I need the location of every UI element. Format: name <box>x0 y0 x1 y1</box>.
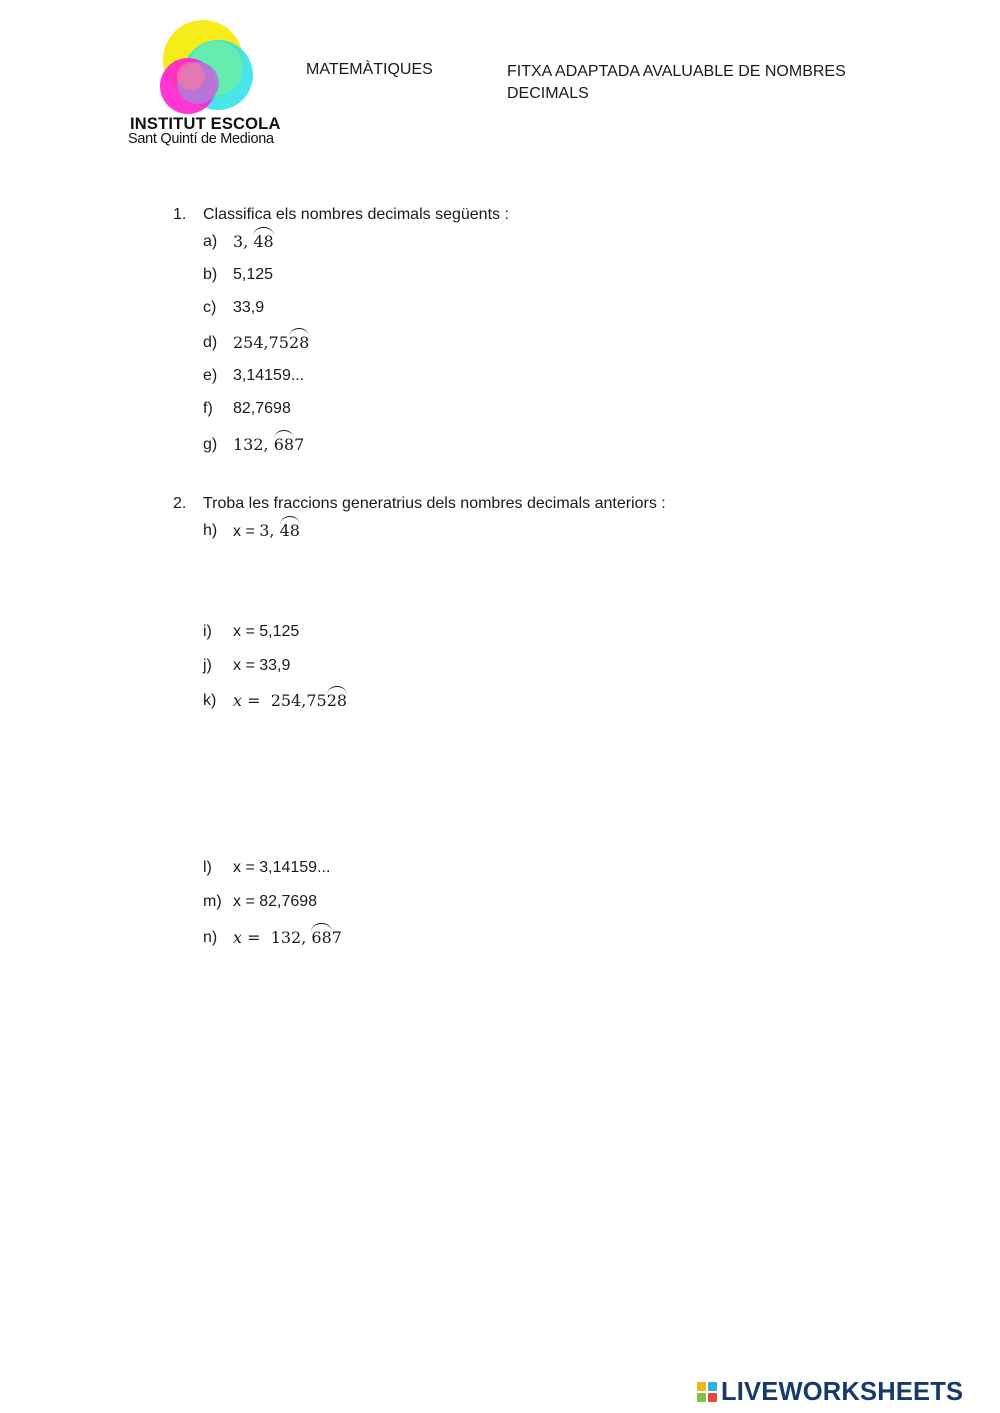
item-value-j: x = 33,9 <box>233 657 291 674</box>
item-value-b: 5,125 <box>233 266 274 283</box>
item-label-h: h) <box>203 522 218 539</box>
liveworksheets-icon <box>697 1382 717 1402</box>
brand-name: LIVEWORKSHEETS <box>721 1377 964 1406</box>
item-label-l: l) <box>203 859 212 876</box>
item-label-f: f) <box>203 400 213 417</box>
item-label-b: b) <box>203 266 218 283</box>
question-number: 1. <box>173 206 187 223</box>
item-value-i: x = 5,125 <box>233 623 300 640</box>
logo-line2: Sant Quintí de Mediona <box>128 131 274 147</box>
item-value-m: x = 82,7698 <box>233 893 318 910</box>
item-label-e: e) <box>203 367 218 384</box>
item-label-a: a) <box>203 233 218 250</box>
item-value-g: 132, 687 <box>233 435 305 454</box>
question-text: Classifica els nombres decimals següents : <box>203 206 509 223</box>
item-value-e: 3,14159... <box>233 367 305 384</box>
item-value-d: 254,7528 <box>233 333 310 352</box>
item-label-m: m) <box>203 893 222 910</box>
subject-heading: MATEMÀTIQUES <box>306 61 433 78</box>
item-value-n: x = 132, 687 <box>233 928 342 947</box>
item-value-a: 3, 48 <box>233 232 274 251</box>
school-logo <box>128 20 293 150</box>
logo-circles-icon <box>158 20 258 115</box>
item-value-l: x = 3,14159... <box>233 859 331 876</box>
logo-line1: INSTITUT ESCOLA <box>130 115 281 133</box>
item-value-c: 33,9 <box>233 299 265 316</box>
item-value-k: x = 254,7528 <box>233 691 348 710</box>
item-label-k: k) <box>203 692 217 709</box>
worksheet-title: FITXA ADAPTADA AVALUABLE DE NOMBRES DECIMALS <box>507 63 846 102</box>
liveworksheets-brand <box>697 1377 963 1407</box>
item-label-n: n) <box>203 929 218 946</box>
item-label-j: j) <box>203 657 212 674</box>
question-text: Troba les fraccions generatrius dels nombres decimals anteriors : <box>203 495 666 512</box>
question-number: 2. <box>173 495 187 512</box>
item-value-h: x = 3, 48 <box>233 521 300 540</box>
item-label-g: g) <box>203 436 218 453</box>
item-label-d: d) <box>203 334 218 351</box>
item-label-i: i) <box>203 623 212 640</box>
item-value-f: 82,7698 <box>233 400 291 417</box>
item-label-c: c) <box>203 299 217 316</box>
